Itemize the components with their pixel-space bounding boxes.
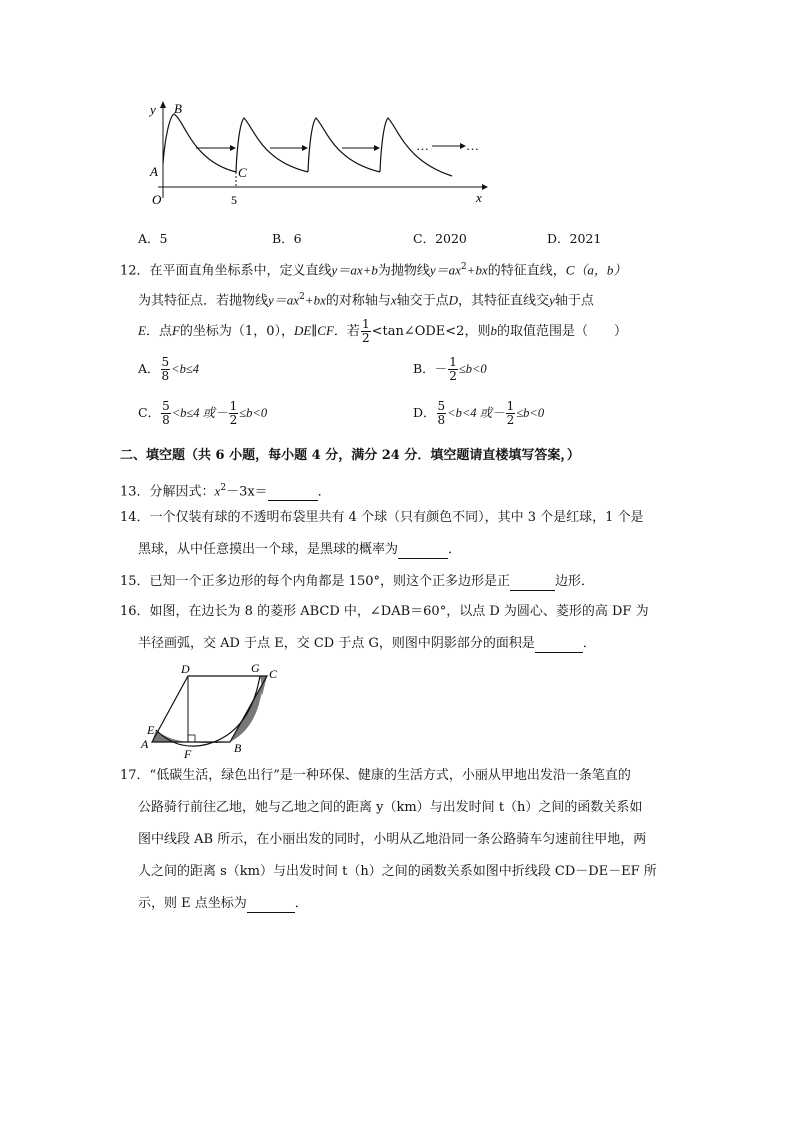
q16-line1: 16．如图，在边长为 8 的菱形 ABCD 中，∠DAB＝60°，以点 D 为圆心、菱形的高 DF 为 <box>120 604 649 619</box>
q11-option-a: A．5 <box>138 231 168 246</box>
dots-1: … <box>416 138 429 153</box>
arc-eg <box>156 676 260 746</box>
curve-1 <box>163 114 236 172</box>
q17-line3: 图中线段 AB 所示，在小丽出发的同时，小明从乙地沿同一条公路骑车匀速前往甲地，两 <box>138 832 647 847</box>
dots-2: … <box>466 138 479 153</box>
tick-5: 5 <box>231 193 237 207</box>
q15-answer-blank[interactable] <box>510 576 555 591</box>
q16-answer-blank[interactable] <box>535 638 583 653</box>
q13: 13．分解因式：$x^2-3x=$ ． <box>120 483 331 500</box>
arrow-2 <box>270 145 308 151</box>
q16-line2: 半径画弧，交 AD 于点 E，交 CD 于点 G，则图中阴影部分的面积是 ． <box>138 636 596 651</box>
q12-option-b: B．－ $\frac{1}{2}$ ≤b<0 <box>413 355 487 383</box>
label-C: C <box>269 667 278 681</box>
right-angle-mark <box>188 735 195 742</box>
section-2-heading: 二、填空题（共 6 小题，每小题 4 分，满分 24 分．填空题请直楼填写答案，） <box>120 448 580 463</box>
label-B: B <box>234 741 242 755</box>
y-axis-arrow <box>160 101 166 108</box>
q12-line3: E．点F的坐标为（1，0），DE∥CF．若 $\frac{1}{2}$ <tan∠ODE<2，则b的取值范围是（ ） <box>138 317 627 345</box>
q12-option-c: C． $\frac{5}{8}$ <b≤4 或－ $\frac{1}{2}$ ≤b<0 <box>138 399 268 427</box>
arrow-4 <box>432 143 466 149</box>
q17-line1: 17．“低碳生活，绿色出行”是一种环保、健康的生活方式，小丽从甲地出发沿一条笔直的 <box>120 768 631 783</box>
q11-graph <box>140 96 490 208</box>
label-F: F <box>184 747 192 761</box>
q17-line4: 人之间的距离 s（km）与出发时间 t（h）之间的函数关系如图中折线段 CD－DE－EF 所 <box>138 864 657 879</box>
q17-line2: 公路骑行前往乙地，她与乙地之间的距离 y（km）与出发时间 t（h）之间的函数关系如 <box>138 800 643 815</box>
q14-line1: 14．一个仅装有球的不透明布袋里共有 4 个球（只有颜色不同），其中 3 个是红球，1 个是 <box>120 510 644 525</box>
label-C: C <box>238 165 247 180</box>
q13-answer-blank[interactable] <box>268 486 318 501</box>
q11-option-c: C．2020 <box>413 231 467 246</box>
q12-option-a: A． $\frac{5}{8}$ <b≤4 <box>138 355 199 383</box>
label-G: G <box>251 661 260 675</box>
arrow-3 <box>342 145 380 151</box>
q17-line5: 示，则 E 点坐标为 ． <box>138 896 308 911</box>
label-E: E <box>147 723 155 737</box>
q12-option-d: D． $\frac{5}{8}$ <b<4 或－ $\frac{1}{2}$ ≤b<0 <box>413 399 545 427</box>
y-label: y <box>150 102 156 117</box>
q15: 15．已知一个正多边形的每个内角都是 150°，则这个正多边形是正 边形． <box>120 574 595 589</box>
q11-option-b: B．6 <box>272 231 302 246</box>
q14-answer-blank[interactable] <box>398 544 448 559</box>
origin-label: O <box>152 192 162 207</box>
x-axis-arrow <box>482 184 488 190</box>
q12-line1: 12．在平面直角坐标系中，定义直线y＝ax+b为抛物线$y=ax^2+bx$的特征直线，C（a，b） <box>120 262 627 279</box>
q16-figure <box>138 660 288 762</box>
arrow-1 <box>196 145 236 151</box>
curve-2 <box>236 118 308 172</box>
label-B: B <box>174 101 182 116</box>
label-D: D <box>181 662 190 676</box>
label-A: A <box>150 164 158 179</box>
q14-line2: 黑球，从中任意摸出一个球，是黑球的概率为 ． <box>138 542 462 557</box>
x-label: x <box>476 190 482 205</box>
label-A: A <box>141 737 149 751</box>
q17-answer-blank[interactable] <box>247 898 295 913</box>
curve-3 <box>308 118 380 172</box>
q12-line2: 为其特征点．若抛物线$y=ax^2+bx$的对称轴与x轴交于点D，其特征直线交y轴于点 <box>138 292 594 309</box>
q11-option-d: D．2021 <box>547 231 602 246</box>
